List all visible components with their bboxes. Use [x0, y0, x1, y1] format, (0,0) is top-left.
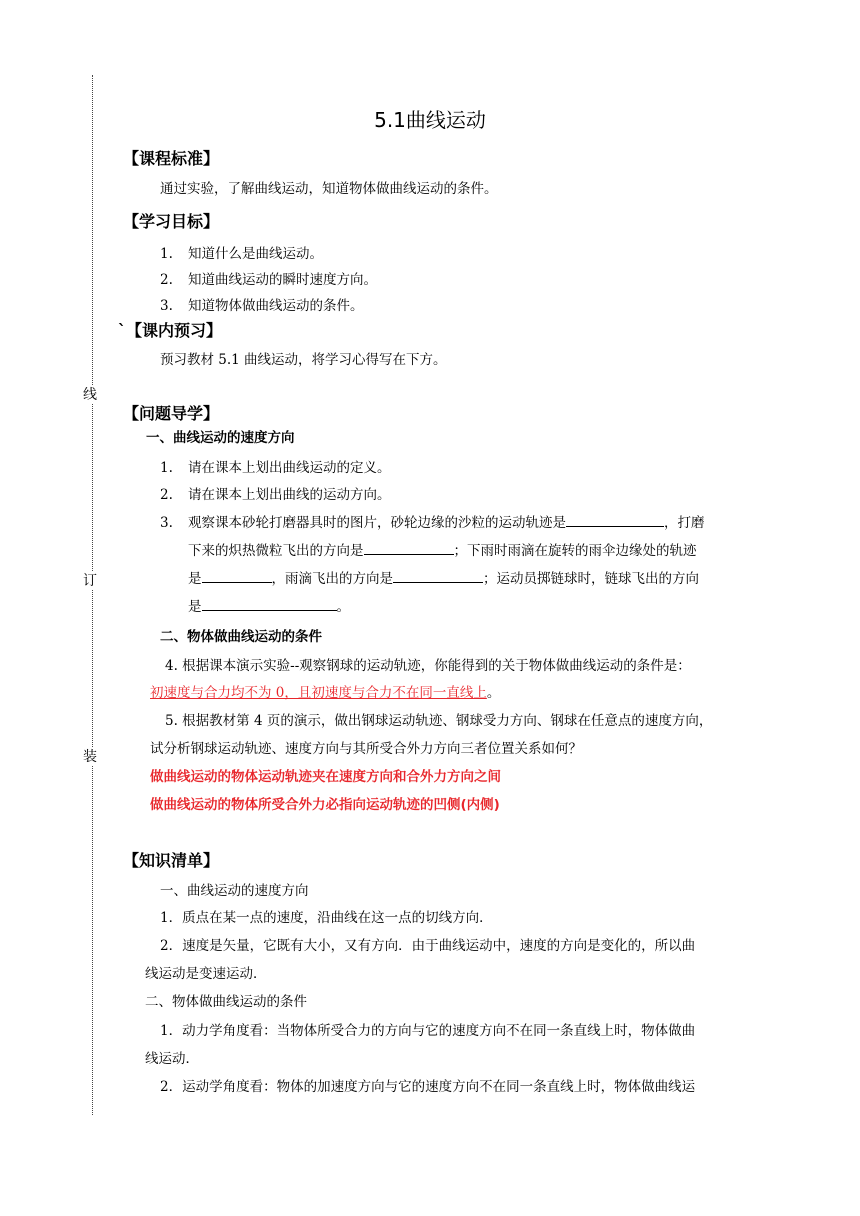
question-num: 1.	[160, 460, 173, 476]
knowledge-item-2-line-2: 线运动是变速运动．	[145, 966, 267, 982]
question-text: 。	[336, 599, 350, 615]
knowledge-item-1: 1．质点在某一点的速度，沿曲线在这一点的切线方向．	[160, 910, 493, 926]
question-4-answer-line	[150, 681, 500, 701]
question-text: 观察课本砂轮打磨器具时的图片，砂轮边缘的沙粒的运动轨迹是	[188, 515, 566, 531]
preview-text: 预习教材 5.1 曲线运动，将学习心得写在下方。	[160, 352, 447, 368]
knowledge-item-3-line-1: 1．动力学角度看：当物体所受合力的方向与它的速度方向不在同一条直线上时，物体做曲	[160, 1023, 696, 1039]
question-3-line-4	[188, 595, 350, 615]
binding-char-zhuang: 装	[83, 749, 97, 765]
question-text: ；运动员掷链球时，链球飞出的方向	[483, 571, 699, 587]
goal-num: 2.	[160, 272, 173, 288]
goal-item	[160, 294, 364, 314]
section-heading-standard: 【课程标准】	[123, 149, 220, 168]
section-heading-preview: `【课内预习】	[118, 321, 223, 340]
question-2	[160, 483, 391, 503]
binding-dotted-line	[92, 75, 93, 1115]
goal-item	[160, 242, 323, 262]
question-3-line-1	[160, 511, 705, 531]
question-5-answer-2: 做曲线运动的物体所受合外力必指向运动轨迹的凹侧(内侧)	[150, 797, 500, 813]
question-4: 4. 根据课本演示实验--观察钢球的运动轨迹，你能得到的关于物体做曲线运动的条件是：	[165, 658, 691, 674]
knowledge-item-3-line-2: 线运动．	[145, 1051, 199, 1067]
goal-text: 知道什么是曲线运动。	[188, 246, 323, 262]
question-num: 3.	[160, 515, 173, 531]
question-5-line-1: 5. 根据教材第 4 页的演示，做出钢球运动轨迹、钢球受力方向、钢球在任意点的速度方向，	[165, 713, 713, 729]
question-text: 是	[188, 571, 202, 587]
binding-char-xian: 线	[83, 387, 97, 403]
binding-char-ding: 订	[83, 573, 97, 589]
question-num: 2.	[160, 487, 173, 503]
section-heading-goals: 【学习目标】	[123, 212, 220, 231]
answer-blank[interactable]	[364, 540, 454, 555]
goal-text: 知道物体做曲线运动的条件。	[188, 298, 364, 314]
question-text: 请在课本上划出曲线的运动方向。	[188, 487, 391, 503]
section-heading-knowledge: 【知识清单】	[123, 851, 220, 870]
question-1	[160, 456, 391, 476]
guide-subheading-2: 二、物体做曲线运动的条件	[160, 629, 322, 645]
question-3-line-3	[188, 567, 699, 587]
question-text: 是	[188, 599, 202, 615]
question-text: 下来的炽热微粒飞出的方向是	[188, 543, 364, 559]
knowledge-item-2-line-1: 2．速度是矢量，它既有大小，又有方向．由于曲线运动中，速度的方向是变化的，所以曲	[160, 938, 696, 954]
question-text: 请在课本上划出曲线运动的定义。	[188, 460, 391, 476]
answer-blank[interactable]	[566, 512, 664, 527]
answer-blank[interactable]	[202, 568, 272, 583]
knowledge-item-4-line-1: 2．运动学角度看：物体的加速度方向与它的速度方向不在同一条直线上时，物体做曲线运	[160, 1079, 696, 1095]
knowledge-subheading-1: 一、曲线运动的速度方向	[160, 883, 309, 899]
question-5-answer-1: 做曲线运动的物体运动轨迹夹在速度方向和合外力方向之间	[150, 769, 501, 785]
standard-text: 通过实验，了解曲线运动，知道物体做曲线运动的条件。	[160, 181, 498, 197]
question-text: ，打磨	[664, 515, 705, 531]
goal-text: 知道曲线运动的瞬时速度方向。	[188, 272, 377, 288]
answer-blank[interactable]	[393, 568, 483, 583]
guide-subheading-1: 一、曲线运动的速度方向	[146, 430, 295, 446]
question-text: ，雨滴飞出的方向是	[271, 571, 393, 587]
goal-item	[160, 268, 377, 288]
goal-num: 3.	[160, 298, 173, 314]
question-5-line-2: 试分析钢球运动轨迹、速度方向与其所受合外力方向三者位置关系如何？	[150, 741, 582, 757]
section-heading-guide: 【问题导学】	[123, 404, 220, 423]
knowledge-subheading-2: 二、物体做曲线运动的条件	[145, 994, 307, 1010]
goal-num: 1.	[160, 246, 173, 262]
question-text: ；下雨时雨滴在旋转的雨伞边缘处的轨迹	[453, 543, 697, 559]
question-4-answer: 初速度与合力均不为 0，且初速度与合力不在同一直线上	[150, 685, 487, 701]
question-3-line-2	[188, 539, 697, 559]
page-title: 5.1曲线运动	[374, 108, 486, 132]
answer-blank[interactable]	[202, 596, 337, 611]
question-text: 。	[486, 685, 501, 701]
